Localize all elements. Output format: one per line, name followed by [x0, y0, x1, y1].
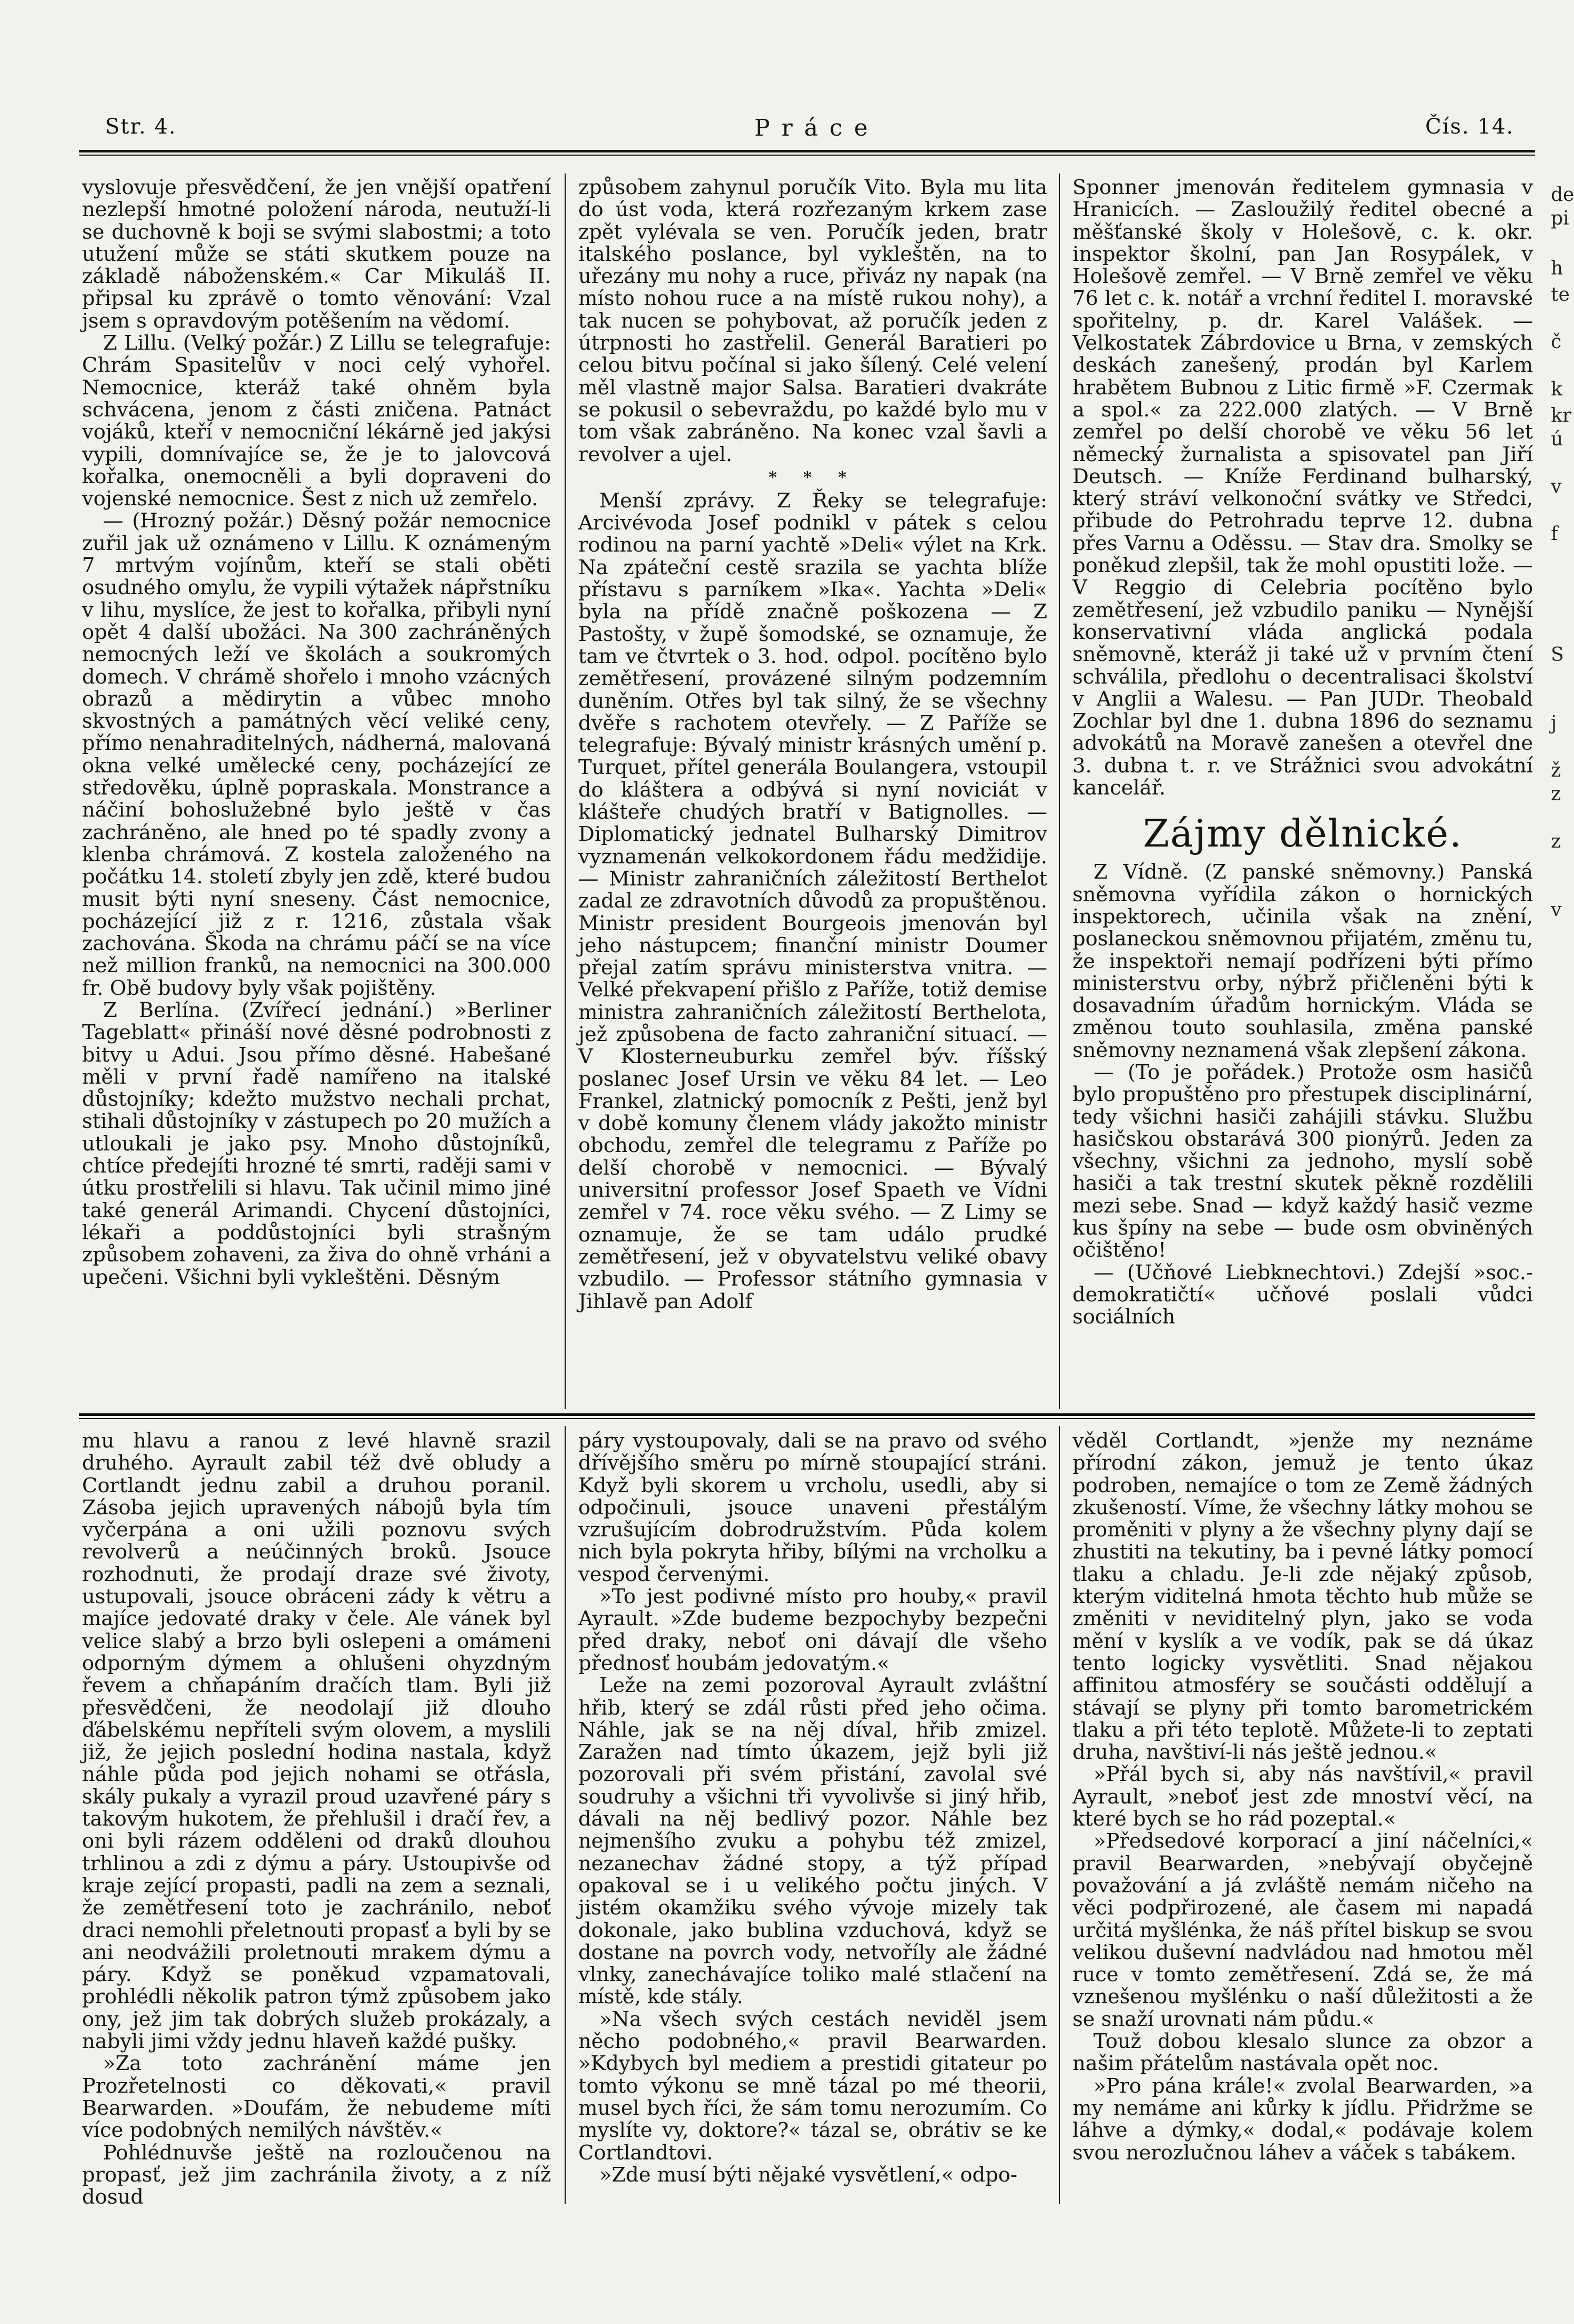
paragraph: »Za toto zachránění máme jen Prozřetelnosti co děkovati,« pravil Bearwarden. »Doufám, že nebudeme míti více podobných nemilých návštěv.« — [82, 2052, 551, 2143]
margin-fragment: f — [1551, 523, 1558, 545]
margin-fragment: pi — [1551, 208, 1569, 229]
margin-fragment: de — [1551, 184, 1574, 206]
margin-fragment: ú — [1551, 429, 1563, 450]
column-divider — [565, 1426, 566, 2204]
paragraph: »Předsedové korporací a jiní náčelníci,« pravil Bearwarden, »nebývají obyčejně považování a já zvláště nemám ničeho na věci podpřirozené, ale časem mi napadá určitá myšlénka, že náš přítel biskup se svou velikou duševní nadvládou nad hmotou měl ruce v tomto zemětřesení. Zdá se, že má vznešenou myšlénku o naší důležitosti a že se snaží urovnati nám půdu.« — [1072, 1829, 1533, 2031]
article-column-3 — [1072, 177, 1533, 1407]
header-rule-thick — [79, 150, 1535, 152]
newspaper-title: Práce — [754, 115, 880, 141]
issue-number: Čís. 14. — [1425, 115, 1514, 139]
column-divider — [1059, 1426, 1060, 2204]
feuilleton-column-1 — [82, 1430, 551, 2208]
paragraph: způsobem zahynul poručík Vito. Byla mu lita do úst voda, která rozřezaným krkem zase zpět vylévala se ven. Poručík jeden, bratr italského poslance, byl vykleštěn, na to uřezány mu nohy a ruce, přiváz ny napak (na místo nohou ruce a na místě rukou nohy), a tak nucen se pohybovat, až poručík jeden z útrpnosti ho zastřelil. Generál Baratieri po celou bitvu počínal si jako šílený. Celé velení měl vlastně major Salsa. Baratieri dvakráte se pokusil o sebevraždu, po každé bylo mu v tom však zabráněno. Na konec vzal šavli a revolver a ujel. — [578, 176, 1047, 466]
margin-fragment: k — [1551, 379, 1562, 400]
paragraph: páry vystoupovaly, dali se na pravo od svého dřívějšího směru po mírně stoupající stráni. Když byli skorem u vrcholu, usedli, aby si odpočinuli, jsouce unaveni přestálým vzrušujícím dobrodružstvím. Půda kolem nich byla pokryta hřiby, bílými na vrcholku a vespod červenými. — [578, 1429, 1047, 1586]
column-divider — [1059, 174, 1060, 1409]
feuilleton-rule-thin — [79, 1418, 1535, 1419]
article-column-1 — [82, 177, 551, 1407]
paragraph: Z Lillu. (Velký požár.) Z Lillu se telegrafuje: Chrám Spasitelův v noci celý vyhořel. Nemocnice, kteráž také ohněm byla schvácena, jenom z části zničena. Patnáct vojáků, kteří v nemocniční lékárně jed jakýsi vypili, domnívajíce se, že je to jalovcová kořalka, onemocněli a byli dopraveni do vojenské nemocnice. Šest z nich už zemřelo. — [82, 331, 551, 511]
margin-fragment: S — [1551, 644, 1564, 666]
feuilleton-column-2 — [578, 1430, 1047, 2208]
paragraph: Pohlédnuvše ještě na rozloučenou na propasť, jež jim zachránila životy, a z níž dosud — [82, 2140, 551, 2209]
paragraph: mu hlavu a ranou z levé hlavně srazil druhého. Ayrault zabil též dvě obludy a Cortlandt jednu zabil a druhou poranil. Zásoba jejich upravených nábojů byla tím vyčerpána a oni užili poznovu svých revolverů a neúčinných broků. Jsouce rozhodnuti, že prodají draze své životy, ustupovali, jsouce obráceni zády k větru a majíce jedovaté draky v čele. Ale vánek byl velice slabý a brzo byli oslepeni a omámeni odporným dýmem a ohlušeni ohyzdným řevem a chňapáním dračích tlam. Byli již přesvědčeni, že neodolají již dlouho ďábelskému nepříteli svým olovem, a myslili již, že jejich poslední hodina nastala, když náhle půda pod jejich nohami se otřásla, skály pukaly a vyrazil proud uzavřené páry s takovým hukotem, že přehlušil i dračí řev, a oni byli rázem odděleni od draků dlouhou trhlinou a zdi z dýmu a páry. Ustoupivše od kraje zející propasti, padli na zem a seznali, že zemětřesení toto je zachránilo, neboť draci nemohli přeletnouti propasť a byli by se ani neodvážili proletnouti mrakem dýmu a páry. Když se poněkud vzpamatovali, prohlédli několik patron týmž způsobem jako ony, jež jim tak dobrých služeb prokázaly, a nabyli jimi vždy jednu hlaveň každé pušky. — [82, 1429, 551, 2054]
paragraph: — (Učňové Liebknechtovi.) Zdejší »soc.-demokratičtí« učňové poslali vůdci sociálních — [1072, 1260, 1533, 1329]
margin-fragment: v — [1551, 899, 1562, 921]
paragraph: Menší zprávy. Z Řeky se telegrafuje: Arcivévoda Josef podnikl v pátek s celou rodinou na parní yachtě »Deli« výlet na Krk. Na zpáteční cestě srazila se yachta blíže přístavu s parníkem »Ika«. Yachta »Deli« byla na přídě značně poškozena — Z Pastošty, v župě šomodské, se oznamuje, že tam ve čtvrtek o 3. hod. odpol. pocítěno bylo zemětřesení, provázené silným podzemním duněním. Otřes byl tak silný, že se všechny dvěře s rachotem otevřely. — Z Paříže se telegrafuje: Bývalý ministr krásných umění p. Turquet, přítel generála Boulangera, vstoupil do kláštera a odbývá si nyní noviciát v klášteře chudých bratří v Batignolles. — Diplomatický jednatel Bulharský Dimitrov vyznamenán velkokordonem řádu medžidije. — Ministr zahraničních záležitostí Berthelot zadal ze zdravotních důvodů za propuštěnou. Ministr president Bourgeois jmenován byl jeho nástupcem; finanční ministr Doumer přejal zatím správu ministerstva vnitra. — Velké překvapení přišlo z Paříže, totiž demise ministra zahraničních záležitostí Berthelota, jež způsobena de facto zahraniční situací. — V Klosterneuburku zemřel býv. říšský poslanec Josef Ursin ve věku 84 let. — Leo Frankel, zlatnický pomocník z Pešti, jenž byl v době komuny členem vlády jakožto ministr obchodu, zemřel dle telegramu z Paříže po delší chorobě v nemocnici. — Bývalý universitní professor Josef Spaeth ve Vídni zemřel v 74. roce věku svého. — Z Limy se oznamuje, že se tam událo prudké zemětřesení, jež v obyvatelstvu veliké obavy vzbudilo. — Professor státního gymnasia v Jihlavě pan Adolf — [578, 488, 1047, 1313]
margin-fragment: j — [1551, 712, 1557, 734]
margin-fragment: ž — [1551, 760, 1561, 781]
page-header — [79, 115, 1535, 151]
margin-fragment: č — [1551, 331, 1562, 353]
paragraph: Z Berlína. (Zvířecí jednání.) »Berliner Tageblatt« přináší nové děsné podrobnosti z bitvy u Adui. Jsou přímo děsné. Habešané měli v první řadě namířeno na italské důstojníky; kdežto mužstvo nechali prchat, stihali důstojníky v zástupech po 20 mužích a utloukali je jako psy. Mnoho důstojníků, chtíce předejíti hrozné té smrti, raději sami v útku prostřelili si hlavu. Tak učinil mimo jiné také generál Arimandi. Chycení důstojníci, lékaři a poddůstojníci byli strašným způsobem zohaveni, za živa do ohně vrháni a upečeni. Všichni byli vykleštěni. Děsným — [82, 998, 551, 1289]
margin-fragment: z — [1551, 783, 1561, 805]
paragraph: Touž dobou klesalo slunce za obzor a našim přátelům nastávala opět noc. — [1072, 2030, 1533, 2076]
section-heading: Zájmy dělnické. — [1143, 811, 1463, 856]
paragraph: vyslovuje přesvědčení, že jen vnější opatření nezlepší hmotné položení národa, neutuží-li se duchovně k boji se svými slabostmi; a toto utužení může se státi skutkem pouze na základě náboženském.« Car Mikuláš II. připsal ku zprávě o tomto věnování: Vzal jsem s opravdovým potěšením na vědomí. — [82, 176, 551, 333]
paragraph: věděl Cortlandt, »jenže my neznáme přírodní zákon, jemuž je tento úkaz podroben, nemajíce o tom ze Země žádných zkušeností. Víme, že všechny látky mohou se proměniti v plyny a že všechny plyny dají se zhustiti na tekutiny, ba i pevné látky pomocí tlaku a chladu. Je-li zde nějaký způsob, kterým viditelná hmota těchto hub může se změniti v neviditelný plyn, jako se voda mění v kyslík a ve vodík, pak se dá úkaz tento logicky vysvětliti. Snad nějakou affinitou atmosféry se součásti oddělují a stávají se plyny při tomto barometrickém tlaku a při této teplotě. Můžete-li to zeptati druha, navštiví-li nás ještě jednou.« — [1072, 1429, 1533, 1765]
margin-fragment: h — [1551, 258, 1563, 279]
feuilleton-rule-thick — [79, 1413, 1535, 1416]
article-column-2 — [578, 177, 1047, 1407]
paragraph: »Pro pána krále!« zvolal Bearwarden, »a my nemáme ani kůrky k jídlu. Přidržme se láhve a dýmky,« dodal,« podávaje kolem svou nerozlučnou láhev a váček s tabákem. — [1072, 2074, 1533, 2165]
margin-fragment: z — [1551, 831, 1561, 852]
paragraph: »Zde musí býti nějaké vysvětlení,« odpo- — [599, 2163, 1017, 2187]
paragraph: Sponner jmenován ředitelem gymnasia v Hranicích. — Zasloužilý ředitel obecné a měšťanské školy v Holešově, c. k. okr. inspektor školní, pan Jan Rosypálek, v Holešově zemřel. — V Brně zemřel ve věku 76 let c. k. notář a vrchní ředitel I. moravské spořitelny, p. dr. Karel Valášek. — Velkostatek Zábrdovice u Brna, v zemských deskách zanešený, prodán byl Karlem hrabětem Bubnou z Litic firmě »F. Czermak a spol.« za 222.000 zlatých. — V Brně zemřel po delší chorobě ve věku 56 let německý žurnalista a spisovatel pan Jiří Deutsch. — Kníže Ferdinand bulharský, který stráví velkonoční svátky ve Středci, přibude do Petrohradu teprve 12. dubna přes Varnu a Oděssu. — Stav dra. Smolky se poněkud zlepšil, tak že mohl opustiti lože. — V Reggio di Celebria pocítěno bylo zemětřesení, jež vzbudilo paniku — Nynější konservativní vláda anglická podala sněmovně, kteráž ji také už v prvním čtení schválila, předlohu o decentralisaci školství v Anglii a Walesu. — Pan JUDr. Theobald Zochlar byl dne 1. dubna 1896 do seznamu advokátů na Moravě zanešen a otevřel dne 3. dubna t. r. ve Strážnici svou advokátní kancelář. — [1072, 176, 1533, 800]
paragraph: »To jest podivné místo pro houby,« pravil Ayrault. »Zde budeme bezpochyby bezpečni před draky, neboť oni dávají dle všeho přednosť houbám jedovatým.« — [578, 1585, 1047, 1675]
column-divider — [565, 174, 566, 1409]
margin-fragment: te — [1551, 284, 1570, 305]
paragraph: »Na všech svých cestách neviděl jsem něcho podobného,« pravil Bearwarden. »Kdybych byl mediem a prestidi gitateur po tomto výkonu se mně tázal po mé theorii, musel bych říci, že sám tomu nerozumím. Co myslíte vy, doktore?« tázal se, obrátiv se ke Cortlandtovi. — [578, 2007, 1047, 2165]
paragraph: Leže na zemi pozoroval Ayrault zvláštní hřib, který se zdál růsti před jeho očima. Náhle, jak se na něj díval, hřib zmizel. Zaražen nad tímto úkazem, jejž byli již pozorovali při svém přistání, zavolal své soudruhy a všichni tři vyvolivše si jiný hřib, dávali na něj bedlivý pozor. Náhle bez nejmenšího zvuku a pohybu též zmizel, nezanechav žádné stopy, a týž případ opakoval se i u velikého počtu jiných. V jistém okamžiku svého vývoje mizely tak dokonale, jako bublina vzduchová, když se dostane na povrch vody, netvoříly ale žádné vlnky, zanechávajíce toliko malé stlačení na místě, kde stály. — [578, 1674, 1047, 2009]
paragraph: »Přál bych si, aby nás navštívil,« pravil Ayrault, »neboť jest zde mnoství věcí, na které bych se ho rád pozeptal.« — [1072, 1762, 1533, 1831]
header-rule-thin — [79, 155, 1535, 156]
paragraph: — (To je pořádek.) Protože osm hasičů bylo propuštěno pro přestupek disciplinární, tedy všichni hasiči zahájili stávku. Službu hasičskou obstarává 300 pionýrů. Jeden za všechny, všichni za jednoho, myslí sobě hasiči a tak trestní skutek pěkně rozdělili mezi sebe. Snad — když každý hasič vezme kus špíny na sebe — bude osm obviněných očištěno! — [1072, 1060, 1533, 1262]
page-number: Str. 4. — [105, 115, 177, 139]
feuilleton-column-3 — [1072, 1430, 1533, 2208]
margin-fragment: kr — [1551, 405, 1572, 426]
paragraph: — (Hrozný požár.) Děsný požár nemocnice zuřil jak už oznámeno v Lillu. K oznámeným 7 mrtvým vojínům, kteří se stali oběti osudného omylu, že vypili výtažek nápřstníku v lihu, myslíce, že jest to kořalka, přibyli nyní opět 4 další ubožáci. Na 300 zachráněných nemocných leží ve školách a soukromých domech. V chrámě shořelo i mnoho vzácných obrazů a mědirytin a vůbec mnoho skvostných a památných věcí veliké ceny, přímo nenahraditelných, nádherná, malovaná okna velké umělecké ceny, pocházející ze středověku, úplně popraskala. Monstrance a náčiní bohoslužebné bylo ještě v čas zachráněno, ale hned po té spadly zvony a klenba chrámová. Z kostela založeného na počátku 14. století zbyly jen zdě, které budou musit býti nyní sneseny. Část nemocnice, pocházející již z r. 1216, zůstala však zachována. Škoda na chrámu páčí se na více než million franků, na nemocnici na 300.000 fr. Obě budovy byly však pojištěny. — [82, 509, 551, 1000]
section-separator: * * * — [769, 468, 857, 487]
margin-fragment: v — [1551, 476, 1562, 497]
paragraph: Z Vídně. (Z panské sněmovny.) Panská sněmovna vyřídila zákon o hornických inspektorech, učinila však na znění, poslaneckou sněmovnou přijatém, změnu tu, že inspektoři nemají podřízeni býti přímo ministerstvu orby, nýbrž přičleněni býti k dosavadním úřadům hornickým. Vláda se změnou touto souhlasila, změna panské sněmovny neznamená však zlepšení zákona. — [1072, 860, 1533, 1062]
